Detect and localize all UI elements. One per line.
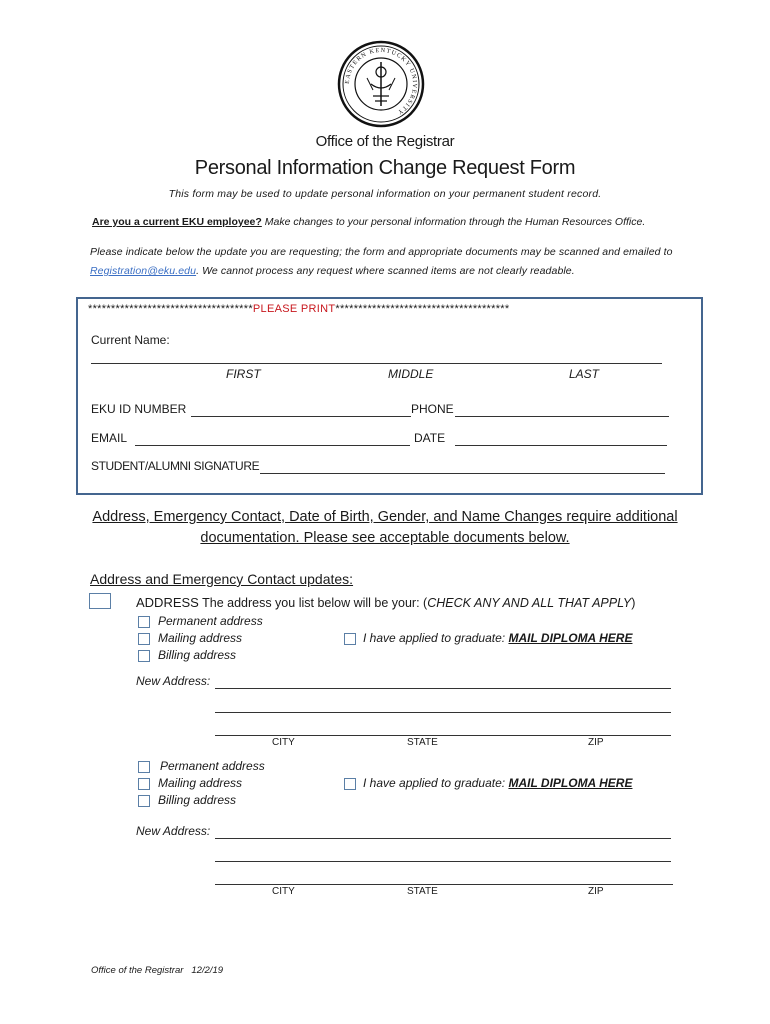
last-label: LAST [569, 367, 600, 381]
address-text: The address you list below will be your: ( [198, 596, 428, 610]
new-address-line-2c[interactable] [215, 884, 673, 885]
address-description [136, 595, 635, 610]
address-section-heading: Address and Emergency Contact updates: [90, 571, 354, 587]
current-name-field[interactable] [91, 363, 662, 364]
permanent-address-checkbox-1[interactable] [138, 616, 150, 628]
email-label: EMAIL [91, 431, 128, 445]
billing-address-label-1: Billing address [158, 648, 237, 662]
graduate-checkbox-2[interactable] [344, 778, 356, 790]
new-address-line-1a[interactable] [215, 688, 671, 689]
billing-address-checkbox-2[interactable] [138, 795, 150, 807]
billing-address-label-2: Billing address [158, 793, 237, 807]
office-title: Office of the Registrar [315, 133, 455, 150]
state-label-1: STATE [407, 737, 438, 748]
city-label-2: CITY [272, 886, 295, 897]
mail-diploma-label-1: MAIL DIPLOMA HERE [508, 631, 633, 645]
zip-label-2: ZIP [588, 886, 604, 897]
graduate-text-2: I have applied to graduate: [363, 776, 509, 790]
first-label: FIRST [226, 367, 261, 381]
eku-id-field[interactable] [191, 416, 411, 417]
address-close-paren: ) [631, 596, 636, 610]
date-label: DATE [414, 431, 446, 445]
employee-note [92, 216, 645, 228]
zip-label-1: ZIP [588, 737, 604, 748]
new-address-line-1b[interactable] [215, 712, 671, 713]
middle-label: MIDDLE [388, 367, 434, 381]
address-check-instruction: CHECK ANY AND ALL THAT APPLY [427, 596, 632, 610]
employee-note-text: Make changes to your personal information through the Human Resources Office. [261, 216, 646, 228]
billing-address-checkbox-1[interactable] [138, 650, 150, 662]
instructions-text-1: Please indicate below the update you are requesting; the form and appropriate documents may be scanned and emailed to [90, 246, 673, 258]
current-name-label: Current Name: [91, 333, 170, 347]
mailing-address-label-2: Mailing address [158, 776, 243, 790]
phone-label: PHONE [411, 402, 454, 416]
new-address-line-1c[interactable] [215, 735, 671, 736]
new-address-line-2b[interactable] [215, 861, 671, 862]
address-label: ADDRESS [136, 595, 199, 610]
graduate-checkbox-1[interactable] [344, 633, 356, 645]
new-address-label-2: New Address: [136, 824, 211, 838]
university-seal-logo [337, 40, 425, 128]
mailing-address-checkbox-1[interactable] [138, 633, 150, 645]
state-label-2: STATE [407, 886, 438, 897]
date-field[interactable] [455, 445, 667, 446]
please-print-label: PLEASE PRINT [252, 303, 336, 315]
footer-text: Office of the Registrar 12/2/19 [91, 965, 224, 976]
city-label-1: CITY [272, 737, 295, 748]
svg-text:EASTERN KENTUCKY UNIVERSITY: EASTERN KENTUCKY UNIVERSITY [343, 46, 419, 117]
graduate-text-1: I have applied to graduate: [363, 631, 509, 645]
permanent-address-checkbox-2[interactable] [138, 761, 150, 773]
requirements-line-1: Address, Emergency Contact, Date of Birth, Gender, and Name Changes require additional [92, 509, 678, 525]
permanent-address-label-1: Permanent address [158, 614, 263, 628]
please-print-banner [88, 303, 509, 315]
mail-diploma-label-2: MAIL DIPLOMA HERE [508, 776, 633, 790]
form-title: Personal Information Change Request Form [194, 157, 576, 179]
email-field[interactable] [135, 445, 410, 446]
registration-email-link[interactable]: Registration@eku.edu [90, 265, 197, 277]
form-subtitle: This form may be used to update personal information on your permanent student record. [168, 188, 602, 200]
graduate-label-2 [363, 776, 632, 790]
phone-field[interactable] [455, 416, 669, 417]
new-address-line-2a[interactable] [215, 838, 671, 839]
mailing-address-label-1: Mailing address [158, 631, 243, 645]
signature-label: STUDENT/ALUMNI SIGNATURE [91, 459, 260, 473]
instructions-text-2: . We cannot process any request where scanned items are not clearly readable. [196, 265, 575, 277]
stars-left: ************************************ [88, 303, 253, 315]
new-address-label-1: New Address: [136, 674, 211, 688]
instructions [90, 243, 690, 281]
stars-right: ************************************** [335, 303, 510, 315]
eku-id-label: EKU ID NUMBER [91, 402, 187, 416]
employee-question: Are you a current EKU employee? [92, 216, 262, 228]
address-checkbox[interactable] [89, 593, 111, 609]
mailing-address-checkbox-2[interactable] [138, 778, 150, 790]
graduate-label-1 [363, 631, 632, 645]
signature-field[interactable] [260, 473, 665, 474]
permanent-address-label-2: Permanent address [160, 759, 265, 773]
requirements-line-2: documentation. Please see acceptable documents below. [200, 530, 570, 546]
